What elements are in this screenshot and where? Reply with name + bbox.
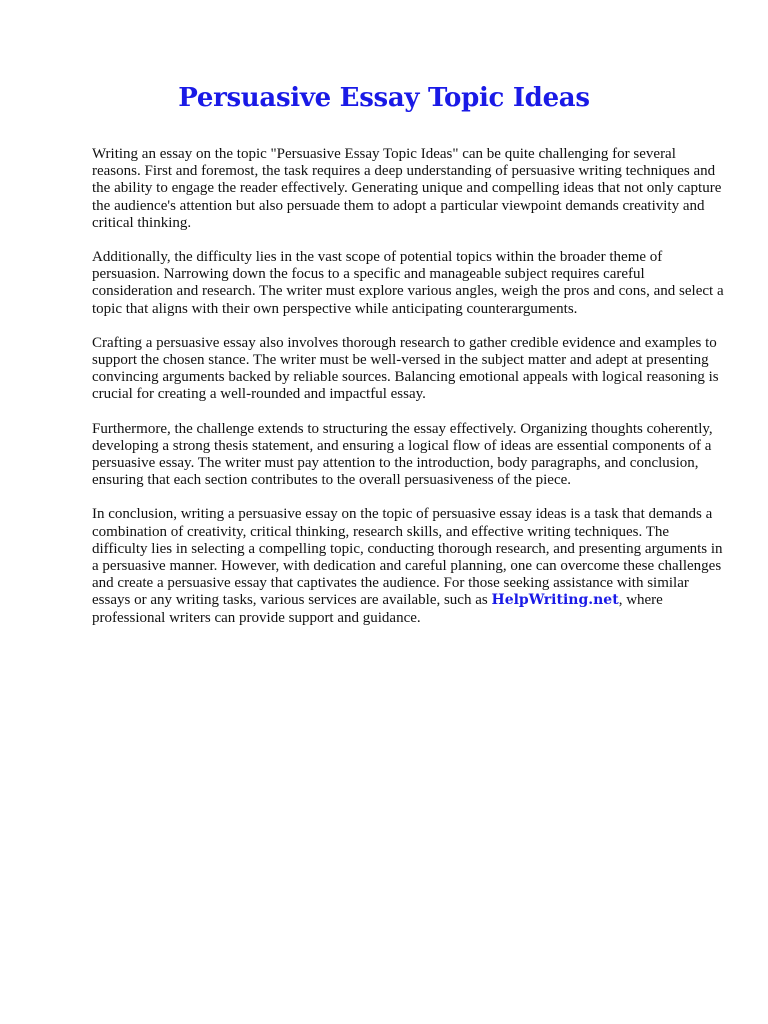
page-title: Persuasive Essay Topic Ideas	[178, 83, 590, 113]
paragraph-1: Writing an essay on the topic "Persuasive Essay Topic Ideas" can be quite challenging for several reasons. First and foremost, the task requires a deep understanding of persuasive writing techniques and the ability to engage the reader effectively. Generating unique and compelling ideas that not only capture the audience's attention but also persuade them to adopt a particular viewpoint demands creativity and critical thinking.	[92, 146, 722, 231]
paragraph-5	[92, 506, 724, 626]
closing-text-after-link: , where professional writers can provide support and guidance.	[92, 592, 663, 626]
paragraph-4: Furthermore, the challenge extends to structuring the essay effectively. Organizing thoughts coherently, developing a strong thesis statement, and ensuring a logical flow of ideas are essential components of a persuasive essay. The writer must pay attention to the introduction, body paragraphs, and conclusion, ensuring that each section contributes to the overall persuasiveness of the piece.	[92, 420, 713, 489]
closing-text-before-link: In conclusion, writing a persuasive essay on the topic of persuasive essay ideas is a task that demands a combination of creativity, critical thinking, research skills, and effective writing techniques. The difficulty lies in selecting a compelling topic, conducting thorough research, and presenting arguments in a persuasive manner. However, with dedication and careful planning, one can overcome these challenges and create a persuasive essay that captivates the audience. For those seeking assistance with similar essays or any writing tasks, various services are available, such as	[92, 506, 723, 609]
paragraph-3: Crafting a persuasive essay also involves thorough research to gather credible evidence and examples to support the chosen stance. The writer must be well-versed in the subject matter and adept at presenting convincing arguments backed by reliable sources. Balancing emotional appeals with logical reasoning is crucial for creating a well-rounded and impactful essay.	[92, 334, 719, 403]
helpwriting-link[interactable]: HelpWriting.net	[491, 592, 619, 609]
paragraph-2: Additionally, the difficulty lies in the vast scope of potential topics within the broader theme of persuasion. Narrowing down the focus to a specific and manageable subject requires careful consideration and research. The writer must explore various angles, weigh the pros and cons, and select a topic that aligns with their own perspective while anticipating counterarguments.	[92, 249, 724, 317]
essay-body	[92, 146, 724, 644]
